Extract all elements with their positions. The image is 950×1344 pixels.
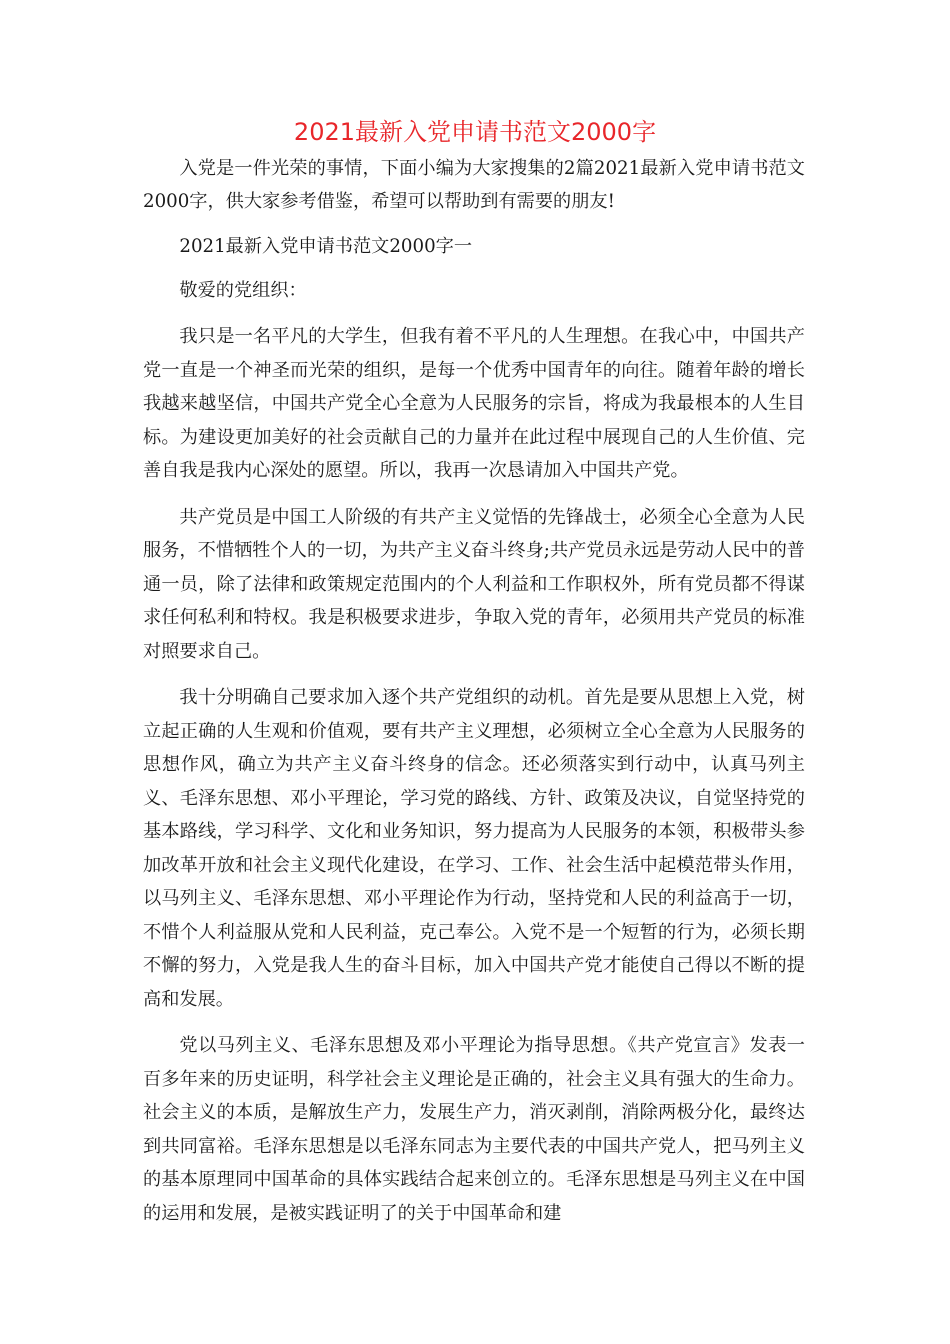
document-title: 2021最新入党申请书范文2000字 <box>293 118 657 146</box>
body-paragraph: 共产党员是中国工人阶级的有共产主义觉悟的先锋战士，必须全心全意为人民服务，不惜牺牲个人的一切，为共产主义奋斗终身;共产党员永远是劳动人民中的普通一员，除了法律和政策规定范围内的个人利益和工作职权外，所有党员都不得谋求任何私利和特权。我是积极要求进步，争取入党的青年，必须用共产党员的标准对照要求自己。 <box>143 506 805 662</box>
intro-paragraph: 入党是一件光荣的事情，下面小编为大家搜集的2篇2021最新入党申请书范文2000字，供大家参考借鉴，希望可以帮助到有需要的朋友! <box>143 158 805 212</box>
section-heading: 2021最新入党申请书范文2000字一 <box>179 236 473 257</box>
body-paragraph: 党以马列主义、毛泽东思想及邓小平理论为指导思想。《共产党宣言》发表一百多年来的历史证明，科学社会主义理论是正确的，社会主义具有强大的生命力。社会主义的本质，是解放生产力，发展生产力，消灭剥削，消除两极分化，最终达到共同富裕。毛泽东思想是以毛泽东同志为主要代表的中国共产党人，把马列主义的基本原理同中国革命的具体实践结合起来创立的。毛泽东思想是马列主义在中国的运用和发展，是被实践证明了的关于中国革命和建 <box>143 1035 805 1224</box>
body-paragraph: 我只是一名平凡的大学生，但我有着不平凡的人生理想。在我心中，中国共产党一直是一个神圣而光荣的组织，是每一个优秀中国青年的向往。随着年龄的增长我越来越坚信，中国共产党全心全意为人民服务的宗旨，将成为我最根本的人生目标。为建设更加美好的社会贡献自己的力量并在此过程中展现自己的人生价值、完善自我是我内心深处的愿望。所以，我再一次恳请加入中国共产党。 <box>143 326 805 481</box>
document-body <box>143 153 805 1230</box>
body-paragraph: 我十分明确自己要求加入逐个共产党组织的动机。首先是要从思想上入党，树立起正确的人生观和价值观，要有共产主义理想，必须树立全心全意为人民服务的思想作风，确立为共产主义奋斗终身的信念。还必须落实到行动中，认真马列主义、毛泽东思想、邓小平理论，学习党的路线、方针、政策及决议，自觉坚持党的基本路线，学习科学、文化和业务知识，努力提高为人民服务的本领，积极带头参加改革开放和社会主义现代化建设，在学习、工作、社会生活中起模范带头作用，以马列主义、毛泽东思想、邓小平理论作为行动，坚持党和人民的利益高于一切，不惜个人利益服从党和人民利益，克己奉公。入党不是一个短暂的行为，必须长期不懈的努力，入党是我人生的奋斗目标，加入中国共产党才能使自己得以不断的提高和发展。 <box>143 687 805 1010</box>
salutation: 敬爱的党组织： <box>179 279 307 301</box>
